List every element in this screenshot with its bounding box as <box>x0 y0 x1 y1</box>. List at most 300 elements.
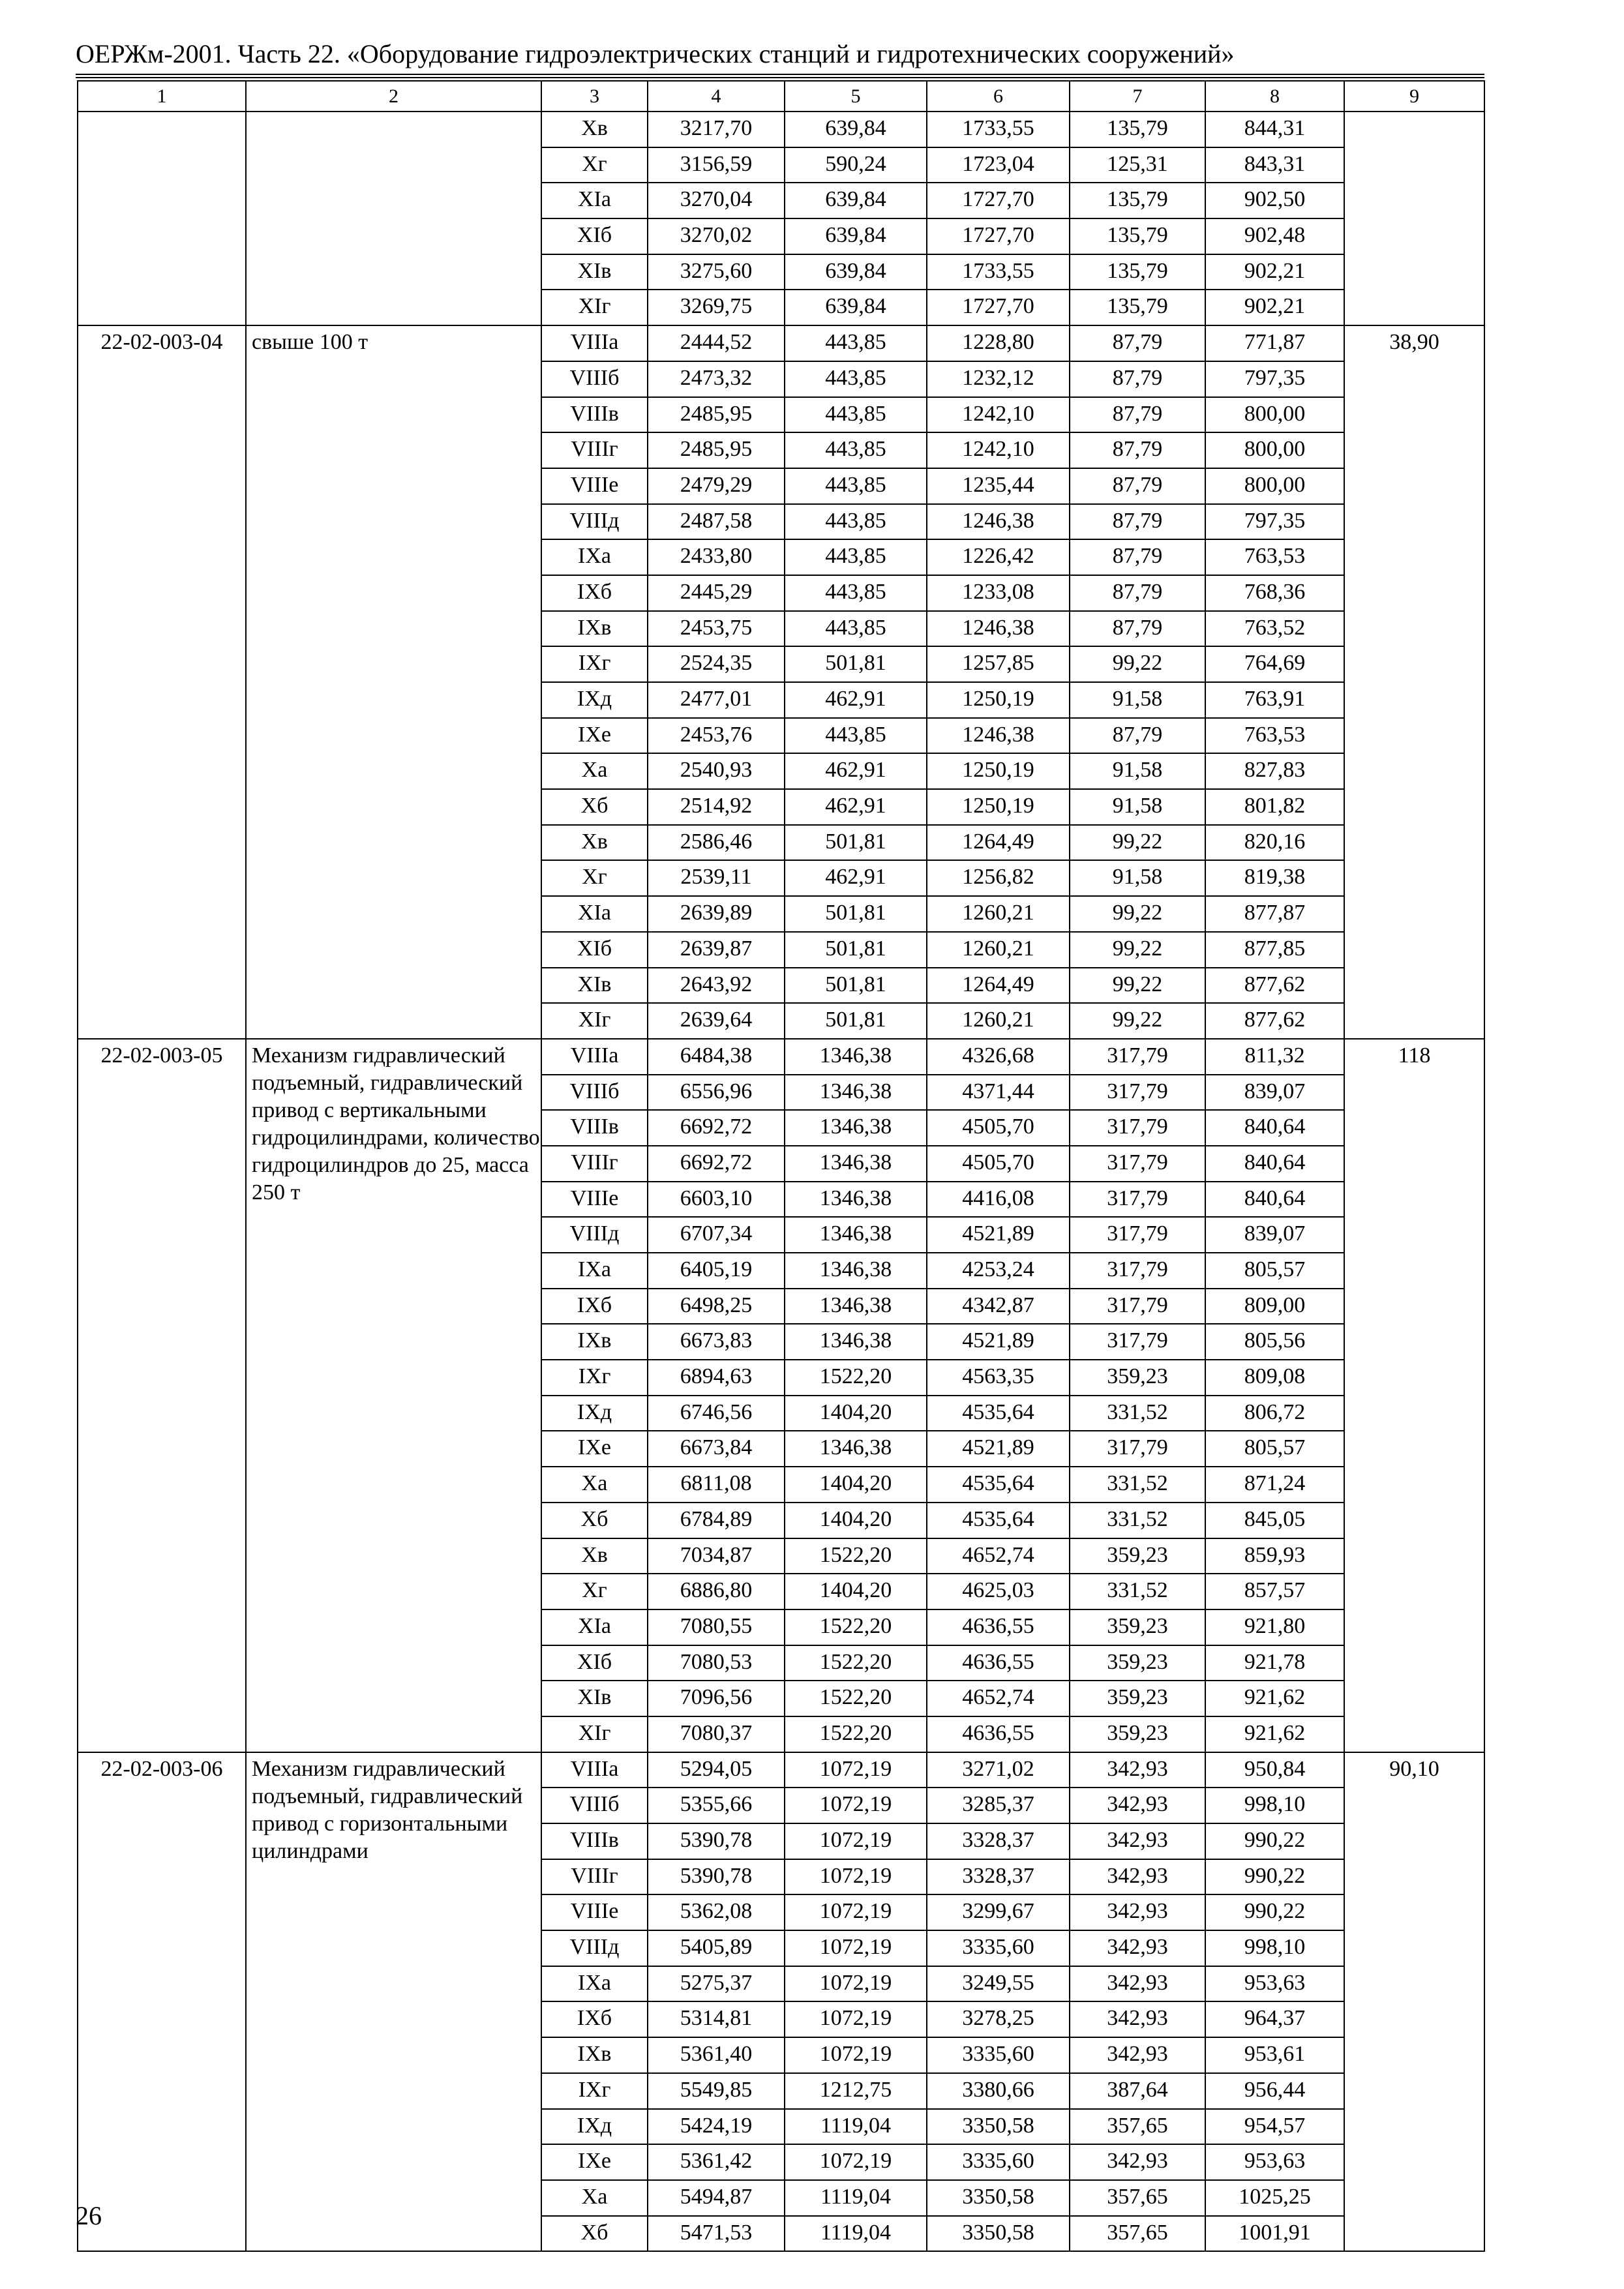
cost-value: 342,93 <box>1070 1788 1205 1823</box>
region-zone: Хв <box>541 1538 648 1574</box>
region-zone: Хб <box>541 1503 648 1538</box>
cost-value: 1522,20 <box>785 1609 927 1645</box>
cost-value: 1072,19 <box>785 2037 927 2073</box>
cost-value: 921,80 <box>1205 1609 1344 1645</box>
cost-value: 2453,76 <box>648 718 785 754</box>
cost-value: 805,57 <box>1205 1253 1344 1289</box>
cost-value: 3335,60 <box>927 2144 1070 2180</box>
cost-value: 135,79 <box>1070 218 1205 254</box>
region-zone: Хг <box>541 147 648 183</box>
cost-value: 1404,20 <box>785 1467 927 1503</box>
cost-value: 87,79 <box>1070 575 1205 611</box>
region-zone: IXа <box>541 1966 648 2002</box>
cost-value: 317,79 <box>1070 1431 1205 1467</box>
cost-value: 1250,19 <box>927 789 1070 825</box>
cost-value: 4505,70 <box>927 1110 1070 1146</box>
region-zone: VIIIа <box>541 1752 648 1788</box>
cost-value: 317,79 <box>1070 1217 1205 1253</box>
rate-description: свыше 100 т <box>246 325 541 1039</box>
region-zone: IXг <box>541 1360 648 1396</box>
region-zone: IXд <box>541 2109 648 2145</box>
cost-value: 840,64 <box>1205 1146 1344 1182</box>
cost-value: 2586,46 <box>648 825 785 861</box>
cost-value: 1346,38 <box>785 1289 927 1324</box>
cost-value: 2479,29 <box>648 468 785 504</box>
cost-value: 1346,38 <box>785 1431 927 1467</box>
cost-value: 5361,40 <box>648 2037 785 2073</box>
region-zone: Хб <box>541 789 648 825</box>
cost-value: 357,65 <box>1070 2216 1205 2252</box>
region-zone: IXг <box>541 2073 648 2109</box>
cost-value: 342,93 <box>1070 1752 1205 1788</box>
column-number-row <box>78 81 1484 112</box>
cost-value: 2485,95 <box>648 432 785 468</box>
cost-value: 1723,04 <box>927 147 1070 183</box>
cost-value: 4636,55 <box>927 1609 1070 1645</box>
cost-value: 3278,25 <box>927 2001 1070 2037</box>
cost-value: 443,85 <box>785 718 927 754</box>
table-row <box>78 1752 1484 1788</box>
cost-value: 359,23 <box>1070 1681 1205 1716</box>
cost-value: 953,63 <box>1205 2144 1344 2180</box>
cost-value: 462,91 <box>785 789 927 825</box>
cost-value: 3285,37 <box>927 1788 1070 1823</box>
cost-value: 443,85 <box>785 539 927 575</box>
cost-value: 125,31 <box>1070 147 1205 183</box>
cost-value: 763,53 <box>1205 539 1344 575</box>
cost-value: 317,79 <box>1070 1182 1205 1218</box>
cost-value: 6556,96 <box>648 1075 785 1111</box>
cost-value: 990,22 <box>1205 1859 1344 1895</box>
cost-value: 1522,20 <box>785 1360 927 1396</box>
cost-value: 6405,19 <box>648 1253 785 1289</box>
cost-value: 359,23 <box>1070 1716 1205 1752</box>
cost-value: 135,79 <box>1070 254 1205 290</box>
cost-value: 639,84 <box>785 218 927 254</box>
header-rule <box>76 74 1484 75</box>
cost-value: 5390,78 <box>648 1823 785 1859</box>
cost-value: 342,93 <box>1070 1859 1205 1895</box>
cost-value: 1260,21 <box>927 1003 1070 1039</box>
cost-value: 1072,19 <box>785 2001 927 2037</box>
cost-value: 1260,21 <box>927 896 1070 932</box>
cost-value: 1232,12 <box>927 361 1070 397</box>
cost-value: 4253,24 <box>927 1253 1070 1289</box>
region-zone: VIIIв <box>541 1823 648 1859</box>
region-zone: VIIIа <box>541 1039 648 1075</box>
cost-value: 357,65 <box>1070 2109 1205 2145</box>
cost-value: 1242,10 <box>927 397 1070 433</box>
cost-value: 87,79 <box>1070 468 1205 504</box>
cost-value: 827,83 <box>1205 753 1344 789</box>
cost-value: 6692,72 <box>648 1146 785 1182</box>
cost-value: 4652,74 <box>927 1538 1070 1574</box>
cost-value: 1235,44 <box>927 468 1070 504</box>
cost-value: 1072,19 <box>785 1966 927 2002</box>
column-number: 4 <box>648 81 785 112</box>
cost-value: 462,91 <box>785 682 927 718</box>
cost-value: 1246,38 <box>927 504 1070 540</box>
cost-value: 342,93 <box>1070 1930 1205 1966</box>
cost-value: 1522,20 <box>785 1645 927 1681</box>
region-zone: VIIIг <box>541 1859 648 1895</box>
cost-value: 811,32 <box>1205 1039 1344 1075</box>
region-zone: IXв <box>541 2037 648 2073</box>
rate-code: 22-02-003-05 <box>78 1039 246 1752</box>
cost-value: 4535,64 <box>927 1503 1070 1538</box>
region-zone: VIIIе <box>541 1182 648 1218</box>
rate-code: 22-02-003-04 <box>78 325 246 1039</box>
cost-value: 990,22 <box>1205 1894 1344 1930</box>
cost-value: 5275,37 <box>648 1966 785 2002</box>
cost-value: 639,84 <box>785 254 927 290</box>
cost-value: 2514,92 <box>648 789 785 825</box>
cost-value: 800,00 <box>1205 397 1344 433</box>
cost-value: 1522,20 <box>785 1716 927 1752</box>
cost-value: 6673,83 <box>648 1324 785 1360</box>
cost-value: 768,36 <box>1205 575 1344 611</box>
cost-value: 443,85 <box>785 432 927 468</box>
cost-value: 443,85 <box>785 575 927 611</box>
cost-value: 877,85 <box>1205 932 1344 968</box>
cost-value: 317,79 <box>1070 1075 1205 1111</box>
region-zone: IXе <box>541 718 648 754</box>
cost-value: 501,81 <box>785 646 927 682</box>
cost-value: 1346,38 <box>785 1039 927 1075</box>
cost-value: 1404,20 <box>785 1396 927 1431</box>
region-zone: Ха <box>541 1467 648 1503</box>
cost-value: 1727,70 <box>927 218 1070 254</box>
cost-value: 877,62 <box>1205 968 1344 1004</box>
column-number: 2 <box>246 81 541 112</box>
cost-value: 3350,58 <box>927 2109 1070 2145</box>
column-number: 1 <box>78 81 246 112</box>
region-zone: IXд <box>541 682 648 718</box>
cost-value: 956,44 <box>1205 2073 1344 2109</box>
cost-value: 1242,10 <box>927 432 1070 468</box>
cost-value: 998,10 <box>1205 1788 1344 1823</box>
cost-value: 950,84 <box>1205 1752 1344 1788</box>
cost-value: 1404,20 <box>785 1574 927 1609</box>
cost-value: 1119,04 <box>785 2109 927 2145</box>
cost-value: 1226,42 <box>927 539 1070 575</box>
cost-value: 4521,89 <box>927 1217 1070 1253</box>
region-zone: VIIIе <box>541 1894 648 1930</box>
cost-value: 1250,19 <box>927 682 1070 718</box>
cost-value: 501,81 <box>785 968 927 1004</box>
cost-value: 2639,87 <box>648 932 785 968</box>
region-zone: Хг <box>541 1574 648 1609</box>
cost-value: 1522,20 <box>785 1681 927 1716</box>
region-zone: XIб <box>541 218 648 254</box>
cost-value: 800,00 <box>1205 468 1344 504</box>
column-number: 8 <box>1205 81 1344 112</box>
region-zone: XIа <box>541 1609 648 1645</box>
region-zone: VIIIб <box>541 1075 648 1111</box>
cost-value: 5494,87 <box>648 2180 785 2216</box>
cost-value: 819,38 <box>1205 860 1344 896</box>
cost-value: 4326,68 <box>927 1039 1070 1075</box>
cost-value: 1072,19 <box>785 1894 927 1930</box>
cost-value: 4416,08 <box>927 1182 1070 1218</box>
cost-value: 342,93 <box>1070 2001 1205 2037</box>
region-zone: VIIIг <box>541 432 648 468</box>
cost-value: 331,52 <box>1070 1574 1205 1609</box>
region-zone: IXг <box>541 646 648 682</box>
cost-value: 805,56 <box>1205 1324 1344 1360</box>
cost-value: 3380,66 <box>927 2073 1070 2109</box>
region-zone: VIIIа <box>541 325 648 361</box>
cost-value: 359,23 <box>1070 1645 1205 1681</box>
cost-value: 87,79 <box>1070 718 1205 754</box>
cost-value: 590,24 <box>785 147 927 183</box>
cost-value: 1256,82 <box>927 860 1070 896</box>
cost-value: 5314,81 <box>648 2001 785 2037</box>
cost-value: 135,79 <box>1070 183 1205 218</box>
cost-value: 443,85 <box>785 325 927 361</box>
cost-value: 871,24 <box>1205 1467 1344 1503</box>
cost-value: 2444,52 <box>648 325 785 361</box>
cost-value: 1119,04 <box>785 2216 927 2252</box>
cost-value: 4625,03 <box>927 1574 1070 1609</box>
cost-value: 1025,25 <box>1205 2180 1344 2216</box>
cost-value: 87,79 <box>1070 397 1205 433</box>
cost-value: 99,22 <box>1070 932 1205 968</box>
cost-value: 1212,75 <box>785 2073 927 2109</box>
cost-value: 2445,29 <box>648 575 785 611</box>
cost-value: 763,91 <box>1205 682 1344 718</box>
rate-code <box>78 112 246 325</box>
document-header: ОЕРЖм-2001. Часть 22. «Оборудование гидроэлектрических станций и гидротехнических сооружений» <box>76 39 1235 68</box>
cost-value: 820,16 <box>1205 825 1344 861</box>
table-body <box>78 81 1484 2251</box>
cost-value: 964,37 <box>1205 2001 1344 2037</box>
column-number: 3 <box>541 81 648 112</box>
cost-value: 99,22 <box>1070 968 1205 1004</box>
cost-value: 7080,37 <box>648 1716 785 1752</box>
cost-value: 91,58 <box>1070 682 1205 718</box>
region-zone: IXб <box>541 1289 648 1324</box>
cost-value: 801,82 <box>1205 789 1344 825</box>
cost-value: 3217,70 <box>648 112 785 147</box>
rate-code: 22-02-003-06 <box>78 1752 246 2252</box>
cost-value: 359,23 <box>1070 1360 1205 1396</box>
cost-value: 1246,38 <box>927 611 1070 647</box>
rates-table <box>77 80 1485 2252</box>
cost-value: 1733,55 <box>927 254 1070 290</box>
header-rule <box>76 77 1484 78</box>
cost-value: 501,81 <box>785 932 927 968</box>
cost-value: 91,58 <box>1070 860 1205 896</box>
cost-value: 1264,49 <box>927 825 1070 861</box>
cost-value: 87,79 <box>1070 432 1205 468</box>
cost-value: 2540,93 <box>648 753 785 789</box>
cost-value: 387,64 <box>1070 2073 1205 2109</box>
cost-value: 342,93 <box>1070 1823 1205 1859</box>
cost-value: 639,84 <box>785 112 927 147</box>
cost-value: 7034,87 <box>648 1538 785 1574</box>
column-number: 9 <box>1344 81 1484 112</box>
equipment-mass: 118 <box>1344 1039 1484 1752</box>
cost-value: 317,79 <box>1070 1324 1205 1360</box>
cost-value: 6746,56 <box>648 1396 785 1431</box>
region-zone: XIв <box>541 254 648 290</box>
cost-value: 3275,60 <box>648 254 785 290</box>
cost-value: 2524,35 <box>648 646 785 682</box>
cost-value: 2433,80 <box>648 539 785 575</box>
cost-value: 2473,32 <box>648 361 785 397</box>
cost-value: 5405,89 <box>648 1930 785 1966</box>
cost-value: 6673,84 <box>648 1431 785 1467</box>
cost-value: 1072,19 <box>785 1823 927 1859</box>
region-zone: Хв <box>541 825 648 861</box>
region-zone: XIг <box>541 290 648 325</box>
cost-value: 99,22 <box>1070 896 1205 932</box>
cost-value: 1072,19 <box>785 1752 927 1788</box>
cost-value: 1233,08 <box>927 575 1070 611</box>
cost-value: 839,07 <box>1205 1075 1344 1111</box>
cost-value: 443,85 <box>785 504 927 540</box>
cost-value: 902,21 <box>1205 254 1344 290</box>
cost-value: 7080,53 <box>648 1645 785 1681</box>
cost-value: 6692,72 <box>648 1110 785 1146</box>
cost-value: 3271,02 <box>927 1752 1070 1788</box>
cost-value: 4636,55 <box>927 1645 1070 1681</box>
cost-value: 840,64 <box>1205 1110 1344 1146</box>
cost-value: 2643,92 <box>648 968 785 1004</box>
equipment-mass <box>1344 112 1484 325</box>
region-zone: Хб <box>541 2216 648 2252</box>
cost-value: 3328,37 <box>927 1823 1070 1859</box>
cost-value: 3249,55 <box>927 1966 1070 2002</box>
cost-value: 443,85 <box>785 361 927 397</box>
cost-value: 3156,59 <box>648 147 785 183</box>
cost-value: 998,10 <box>1205 1930 1344 1966</box>
cost-value: 99,22 <box>1070 646 1205 682</box>
table-row <box>78 112 1484 147</box>
table-row <box>78 1039 1484 1075</box>
column-number: 5 <box>785 81 927 112</box>
rate-description <box>246 112 541 325</box>
cost-value: 921,62 <box>1205 1716 1344 1752</box>
cost-value: 2485,95 <box>648 397 785 433</box>
cost-value: 3299,67 <box>927 1894 1070 1930</box>
cost-value: 87,79 <box>1070 361 1205 397</box>
cost-value: 5294,05 <box>648 1752 785 1788</box>
cost-value: 1346,38 <box>785 1110 927 1146</box>
cost-value: 1522,20 <box>785 1538 927 1574</box>
cost-value: 87,79 <box>1070 611 1205 647</box>
region-zone: VIIIд <box>541 1217 648 1253</box>
region-zone: VIIIд <box>541 1930 648 1966</box>
cost-value: 797,35 <box>1205 361 1344 397</box>
cost-value: 1346,38 <box>785 1182 927 1218</box>
cost-value: 763,52 <box>1205 611 1344 647</box>
cost-value: 990,22 <box>1205 1823 1344 1859</box>
cost-value: 1228,80 <box>927 325 1070 361</box>
cost-value: 921,78 <box>1205 1645 1344 1681</box>
equipment-mass: 90,10 <box>1344 1752 1484 2252</box>
cost-value: 797,35 <box>1205 504 1344 540</box>
region-zone: XIб <box>541 932 648 968</box>
cost-value: 342,93 <box>1070 1894 1205 1930</box>
cost-value: 763,53 <box>1205 718 1344 754</box>
cost-value: 6894,63 <box>648 1360 785 1396</box>
cost-value: 3335,60 <box>927 1930 1070 1966</box>
cost-value: 4535,64 <box>927 1396 1070 1431</box>
cost-value: 359,23 <box>1070 1609 1205 1645</box>
rate-description: Механизм гидравлический подъемный, гидравлический привод с вертикальными гидроцилиндрами, количество гидроцилиндров до 25, масса 250 т <box>246 1039 541 1752</box>
cost-value: 331,52 <box>1070 1396 1205 1431</box>
cost-value: 501,81 <box>785 896 927 932</box>
region-zone: VIIIе <box>541 468 648 504</box>
cost-value: 4563,35 <box>927 1360 1070 1396</box>
cost-value: 462,91 <box>785 753 927 789</box>
region-zone: VIIIв <box>541 397 648 433</box>
cost-value: 4652,74 <box>927 1681 1070 1716</box>
cost-value: 91,58 <box>1070 789 1205 825</box>
cost-value: 800,00 <box>1205 432 1344 468</box>
cost-value: 877,87 <box>1205 896 1344 932</box>
cost-value: 4636,55 <box>927 1716 1070 1752</box>
cost-value: 1072,19 <box>785 1788 927 1823</box>
cost-value: 3269,75 <box>648 290 785 325</box>
cost-value: 7096,56 <box>648 1681 785 1716</box>
region-zone: Хг <box>541 860 648 896</box>
cost-value: 845,05 <box>1205 1503 1344 1538</box>
cost-value: 331,52 <box>1070 1467 1205 1503</box>
region-zone: XIб <box>541 1645 648 1681</box>
region-zone: IXв <box>541 611 648 647</box>
region-zone: XIг <box>541 1716 648 1752</box>
column-number: 6 <box>927 81 1070 112</box>
cost-value: 5362,08 <box>648 1894 785 1930</box>
region-zone: XIа <box>541 896 648 932</box>
cost-value: 4371,44 <box>927 1075 1070 1111</box>
region-zone: IXе <box>541 1431 648 1467</box>
cost-value: 954,57 <box>1205 2109 1344 2145</box>
cost-value: 2639,89 <box>648 896 785 932</box>
cost-value: 902,48 <box>1205 218 1344 254</box>
cost-value: 4521,89 <box>927 1324 1070 1360</box>
cost-value: 87,79 <box>1070 539 1205 575</box>
cost-value: 1264,49 <box>927 968 1070 1004</box>
cost-value: 953,63 <box>1205 1966 1344 2002</box>
region-zone: IXе <box>541 2144 648 2180</box>
cost-value: 317,79 <box>1070 1039 1205 1075</box>
region-zone: XIв <box>541 1681 648 1716</box>
cost-value: 135,79 <box>1070 112 1205 147</box>
cost-value: 6498,25 <box>648 1289 785 1324</box>
region-zone: Ха <box>541 753 648 789</box>
cost-value: 4342,87 <box>927 1289 1070 1324</box>
cost-value: 1346,38 <box>785 1217 927 1253</box>
cost-value: 1119,04 <box>785 2180 927 2216</box>
cost-value: 87,79 <box>1070 504 1205 540</box>
cost-value: 2487,58 <box>648 504 785 540</box>
cost-value: 6484,38 <box>648 1039 785 1075</box>
cost-value: 2539,11 <box>648 860 785 896</box>
rate-description: Механизм гидравлический подъемный, гидравлический привод с горизонтальными цилиндрами <box>246 1752 541 2252</box>
cost-value: 5361,42 <box>648 2144 785 2180</box>
cost-value: 1072,19 <box>785 2144 927 2180</box>
cost-value: 6603,10 <box>648 1182 785 1218</box>
table-row <box>78 325 1484 361</box>
cost-value: 3270,04 <box>648 183 785 218</box>
cost-value: 1727,70 <box>927 290 1070 325</box>
cost-value: 357,65 <box>1070 2180 1205 2216</box>
cost-value: 3350,58 <box>927 2216 1070 2252</box>
